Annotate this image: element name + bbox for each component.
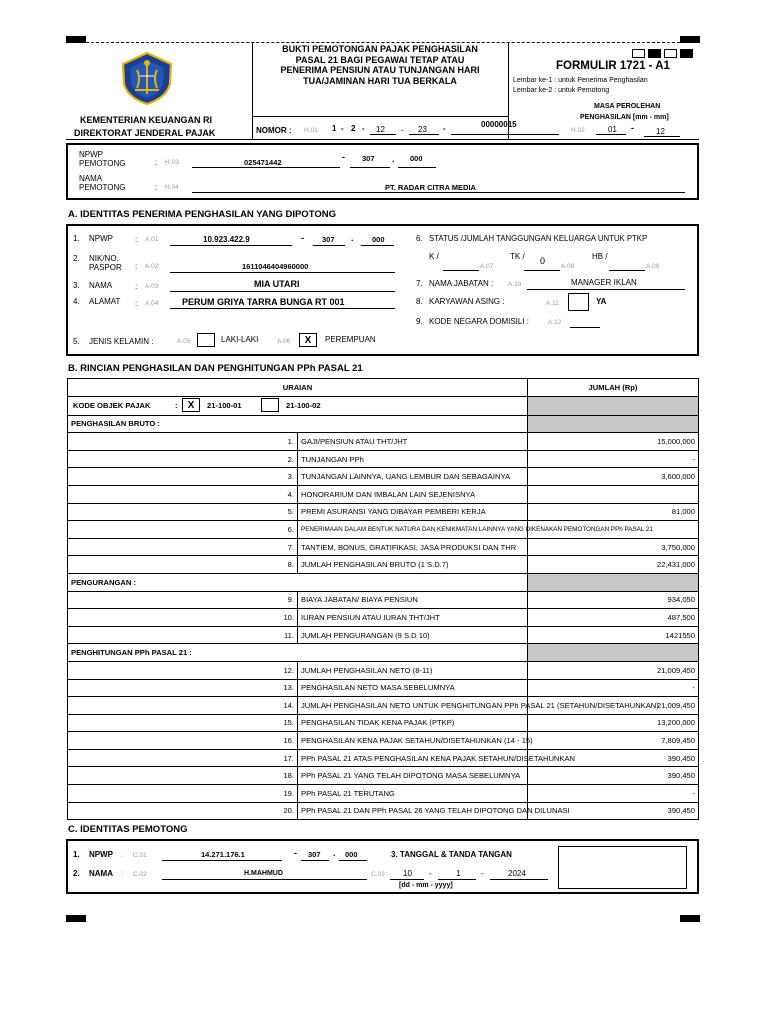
income-detail-table	[67, 378, 699, 820]
row-label: HONORARIUM DAN IMBALAN LAIN SEJENISNYA	[298, 485, 528, 503]
row-number: 12.	[68, 661, 298, 679]
corner-marker-bottom-right	[680, 915, 700, 922]
a-negara-code: A.12	[548, 319, 562, 326]
a-asing-label: KARYAWAN ASING :	[429, 297, 505, 306]
table-row	[68, 661, 699, 679]
directorate-name: DIREKTORAT JENDERAL PAJAK	[74, 128, 216, 138]
corner-marker-bottom-left	[66, 915, 86, 922]
a-tk-value: 0	[540, 256, 546, 266]
form-title-line-1: BUKTI PEMOTONGAN PAJAK PENGHASILAN	[282, 44, 478, 54]
table-row	[68, 556, 699, 574]
a-nik-colon: :	[135, 262, 138, 271]
kode-objek-row	[68, 396, 699, 415]
a-tk-label: TK /	[510, 252, 525, 261]
table-row	[68, 591, 699, 609]
a-alamat-label: ALAMAT	[89, 297, 121, 306]
c-nama-value: H.MAHMUD	[244, 870, 283, 877]
page-boxes	[632, 49, 693, 60]
ministry-name: KEMENTERIAN KEUANGAN RI	[80, 115, 213, 125]
row-amount: 7,809,450	[528, 732, 699, 750]
top-npwp-line-2	[350, 167, 390, 168]
form-title-line-2: PASAL 21 BAGI PEGAWAI TETAP ATAU	[295, 54, 465, 65]
period-to-line	[644, 136, 680, 137]
top-npwp-label: NPWP PEMOTONG	[79, 150, 126, 168]
table-row	[68, 714, 699, 732]
c-nama-label: NAMA	[89, 869, 113, 878]
row-label: PENGHASILAN TIDAK KENA PAJAK (PTKP)	[298, 714, 528, 732]
row-amount: -	[528, 679, 699, 697]
row-amount: 21,009,450	[528, 661, 699, 679]
section-b-title: B. RINCIAN PENGHASILAN DAN PENGHITUNGAN PPh PASAL 21	[68, 363, 363, 374]
signature-box[interactable]	[558, 846, 687, 889]
period-from-line	[596, 134, 626, 135]
table-header-row	[68, 379, 699, 397]
top-name-line	[192, 192, 685, 193]
nomor-sequence-line	[451, 134, 559, 135]
pengurangan-header-row	[68, 573, 699, 591]
row-label: PENERIMAAN DALAM BENTUK NATURA DAN KENIKMATAN LAINNYA YANG DIKENAKAN PEMOTONGAN PPh PASAL 21	[298, 521, 528, 539]
section-a-title: A. IDENTITAS PENERIMA PENGHASILAN YANG DIPOTONG	[68, 209, 336, 220]
nomor-year: 23	[418, 125, 427, 134]
top-name-code: H.04	[165, 184, 179, 191]
a-tk-code: A.08	[561, 263, 575, 270]
kode-21-100-01-label: 21-100-01	[207, 400, 242, 410]
penghitungan-header-shaded	[528, 644, 699, 662]
row-label: BIAYA JABATAN/ BIAYA PENSIUN	[298, 591, 528, 609]
c-npwp-code: C.01	[133, 852, 147, 859]
withholder-name: PT. RADAR CITRA MEDIA	[385, 183, 476, 192]
a-asing-code: A.11	[546, 300, 559, 307]
kode-objek-label: KODE OBJEK PAJAK	[73, 400, 151, 410]
a-npwp-label: NPWP	[89, 234, 113, 243]
c-day-line	[390, 879, 424, 880]
c-npwp-dot: .	[333, 848, 336, 858]
row-amount: 1421550	[528, 626, 699, 644]
a-nama-code: A.03	[145, 283, 159, 290]
a-nama-line	[170, 291, 395, 292]
table-row	[68, 802, 699, 820]
a-male-label: LAKI-LAKI	[221, 335, 259, 344]
a-num-8: 8.	[416, 297, 423, 306]
a-npwp-line-1	[170, 245, 292, 246]
row-number: 17.	[68, 749, 298, 767]
a-alamat-value: PERUM GRIYA TARRA BUNGA RT 001	[182, 297, 345, 307]
top-npwp-code: H.03	[165, 159, 179, 166]
row-label: JUMLAH PENGHASILAN BRUTO (1 S.D.7)	[298, 556, 528, 574]
row-amount: 13,200,000	[528, 714, 699, 732]
period-from: 01	[608, 125, 617, 134]
c-npwp-part-2: 307	[308, 850, 321, 859]
a-npwp-code: A.01	[145, 236, 159, 243]
nomor-part-2: 2	[351, 124, 356, 133]
row-amount: 390,450	[528, 802, 699, 820]
a-num-5: 5.	[73, 337, 80, 346]
kode-21-100-01-checkbox[interactable]: X	[182, 398, 200, 412]
table-row	[68, 468, 699, 486]
row-label: GAJI/PENSIUN ATAU THT/JHT	[298, 433, 528, 451]
c-npwp-label: NPWP	[89, 850, 113, 859]
col-uraian-header: URAIAN	[68, 379, 528, 397]
row-number: 10.	[68, 609, 298, 627]
a-npwp-colon: :	[135, 235, 138, 244]
kode-21-100-02-label: 21-100-02	[286, 400, 321, 410]
row-number: 8.	[68, 556, 298, 574]
a-npwp-line-2	[313, 245, 345, 246]
header-title-underline	[252, 116, 508, 117]
c-npwp-part-3: 000	[345, 850, 358, 859]
a-num-7: 7.	[416, 279, 423, 288]
row-label: IURAN PENSIUN ATAU IURAN THT/JHT	[298, 609, 528, 627]
a-npwp-line-3	[361, 245, 394, 246]
a-nik-label: NIK/NO. PASPOR	[89, 254, 122, 272]
top-name-label: NAMA PEMOTONG	[79, 174, 126, 192]
row-amount: 934,050	[528, 591, 699, 609]
nomor-dot: .	[401, 124, 404, 133]
table-row	[68, 767, 699, 785]
penghitungan-header-row	[68, 644, 699, 662]
a-alamat-colon: :	[135, 299, 138, 308]
c-date-dash-2: -	[481, 869, 484, 878]
top-npwp-line-1	[192, 167, 340, 168]
row-amount: -	[528, 785, 699, 803]
a-tk-line	[524, 270, 560, 271]
table-row	[68, 450, 699, 468]
top-name-colon: :	[155, 183, 158, 192]
a-npwp-dot: .	[351, 233, 354, 243]
period-label-1: MASA PEROLEHAN	[594, 103, 661, 110]
bruto-header-row	[68, 415, 699, 433]
kode-objek-shaded	[528, 396, 699, 415]
a-num-9: 9.	[416, 317, 423, 326]
a-jabatan-code: A.10	[508, 281, 522, 288]
a-jabatan-value: MANAGER IKLAN	[571, 278, 637, 287]
top-npwp-part-3: 000	[410, 154, 423, 163]
nomor-dash-2: -	[362, 124, 365, 133]
a-jabatan-label: NAMA JABATAN :	[429, 279, 494, 288]
penghitungan-header: PENGHITUNGAN PPh PASAL 21 :	[68, 644, 528, 662]
c-date-code: C.03	[371, 871, 385, 878]
table-row	[68, 785, 699, 803]
a-nik-value: 1611046404960000	[242, 262, 309, 271]
row-number: 20.	[68, 802, 298, 820]
row-label: JUMLAH PENGURANGAN (9 S.D 10)	[298, 626, 528, 644]
row-number: 1.	[68, 433, 298, 451]
row-number: 14.	[68, 697, 298, 715]
row-label: PPh PASAL 21 TERUTANG	[298, 785, 528, 803]
c-nama-colon: :	[121, 869, 124, 878]
row-number: 2.	[68, 450, 298, 468]
c-npwp-line-1	[162, 860, 282, 861]
nomor-label: NOMOR :	[256, 126, 292, 135]
a-female-label: PEREMPUAN	[325, 335, 376, 344]
c-npwp-num: 1.	[73, 850, 80, 859]
row-amount: 390,450	[528, 767, 699, 785]
row-label: PREMI ASURANSI YANG DIBAYAR PEMBERI KERJA	[298, 503, 528, 521]
section-c-title: C. IDENTITAS PEMOTONG	[68, 824, 188, 835]
table-row	[68, 749, 699, 767]
male-checkbox[interactable]	[197, 333, 215, 347]
table-row	[68, 626, 699, 644]
table-row	[68, 679, 699, 697]
form-title-line-3: PENERIMA PENSIUN ATAU TUNJANGAN HARI	[280, 65, 480, 75]
table-row	[68, 538, 699, 556]
period-to: 12	[656, 127, 665, 136]
row-number: 13.	[68, 679, 298, 697]
a-k-code: A.07	[480, 263, 494, 270]
nomor-year-line	[409, 134, 439, 135]
row-number: 4.	[68, 485, 298, 503]
row-label: JUMLAH PENGHASILAN NETO (8-11)	[298, 661, 528, 679]
a-negara-label: KODE NEGARA DOMISILI :	[429, 317, 530, 326]
a-alamat-code: A.04	[145, 300, 159, 307]
a-nama-value: MIA UTARI	[254, 279, 300, 289]
nomor-dash-1: -	[341, 124, 344, 133]
row-amount: -	[528, 450, 699, 468]
sheet-2-note: Lembar ke-2 : untuk Pemotong	[513, 87, 610, 94]
c-sign-label: 3. TANGGAL & TANDA TANGAN	[391, 850, 512, 859]
row-label: TANTIEM, BONUS, GRATIFIKASI, JASA PRODUKSI DAN THR	[298, 538, 528, 556]
row-number: 5.	[68, 503, 298, 521]
pengurangan-header-shaded	[528, 573, 699, 591]
row-amount: 21,009,450	[528, 697, 699, 715]
top-npwp-colon: :	[155, 158, 158, 167]
a-nama-colon: :	[135, 282, 138, 291]
nomor-part-1: 1	[332, 124, 337, 133]
c-npwp-dash: -	[294, 848, 297, 858]
c-nama-num: 2.	[73, 869, 80, 878]
c-npwp-colon: :	[121, 850, 124, 859]
row-number: 18.	[68, 767, 298, 785]
a-status-label: STATUS /JUMLAH TANGGUNGAN KELUARGA UNTUK PTKP	[429, 234, 648, 243]
a-hb-line	[609, 270, 645, 271]
c-npwp-line-2	[301, 860, 329, 861]
c-month: 1	[456, 869, 461, 878]
row-label: TUNJANGAN PPh	[298, 450, 528, 468]
row-label: PENGHASILAN KENA PAJAK SETAHUN/DISETAHUNKAN (14 - 15)	[298, 732, 528, 750]
c-date-format: [dd - mm - yyyy]	[399, 882, 453, 889]
bruto-header-shaded	[528, 415, 699, 433]
c-npwp-line-3	[339, 860, 367, 861]
row-amount: 487,500	[528, 609, 699, 627]
table-row	[68, 433, 699, 451]
c-nama-code: C.02	[133, 871, 147, 878]
a-k-line	[443, 270, 479, 271]
c-year: 2024	[508, 869, 526, 878]
a-npwp-part-1: 10.923.422.9	[203, 235, 250, 244]
a-num-4: 4.	[73, 297, 80, 306]
kode-objek-colon: :	[175, 400, 178, 410]
row-number: 6.	[68, 521, 298, 539]
a-jabatan-line	[527, 289, 685, 290]
top-npwp-dot: .	[392, 154, 395, 164]
a-hb-label: HB /	[592, 252, 608, 261]
a-nama-label: NAMA	[89, 281, 113, 290]
nomor-month-line	[370, 134, 396, 135]
row-number: 9.	[68, 591, 298, 609]
row-amount: 3,600,000	[528, 468, 699, 486]
table-row	[68, 521, 699, 539]
nomor-sequence: 00000015	[481, 120, 517, 129]
form-title	[252, 44, 508, 86]
row-amount: 3,750,000	[528, 538, 699, 556]
row-label: JUMLAH PENGHASILAN NETO UNTUK PENGHITUNGAN PPh PASAL 21 (SETAHUN/DISETAHUNKAN)	[298, 697, 528, 715]
row-amount: 81,000	[528, 503, 699, 521]
a-num-1: 1.	[73, 234, 80, 243]
row-label: PENGHASILAN NETO MASA SEBELUMNYA	[298, 679, 528, 697]
period-dash: -	[631, 123, 634, 133]
col-jumlah-header: JUMLAH (Rp)	[528, 379, 699, 397]
nomor-dash-3: -	[443, 124, 446, 133]
female-checkbox[interactable]: X	[299, 333, 317, 347]
a-npwp-part-2: 307	[322, 235, 335, 244]
a-asing-ya: YA	[596, 297, 607, 306]
row-label: PPh PASAL 21 DAN PPh PASAL 26 YANG TELAH DIPOTONG DAN DILUNASI	[298, 802, 528, 820]
table-row	[68, 609, 699, 627]
row-amount: 15,000,000	[528, 433, 699, 451]
c-nama-line	[162, 879, 367, 880]
foreign-employee-checkbox[interactable]	[568, 293, 589, 311]
c-month-line	[438, 879, 476, 880]
a-k-label: K /	[429, 252, 439, 261]
c-day: 10	[403, 869, 412, 878]
period-code: H.02	[571, 127, 585, 134]
row-number: 7.	[68, 538, 298, 556]
c-npwp-part-1: 14.271.176.1	[201, 850, 245, 859]
table-row	[68, 503, 699, 521]
c-year-line	[490, 879, 548, 880]
top-npwp-line-3	[398, 167, 436, 168]
top-npwp-dash: -	[342, 152, 345, 162]
nomor-month: 12	[376, 125, 385, 134]
a-num-2: 2.	[73, 254, 80, 263]
row-label: PPh PASAL 21 YANG TELAH DIPOTONG MASA SEBELUMNYA	[298, 767, 528, 785]
period-label-2: PENGHASILAN [mm - mm]	[580, 114, 669, 121]
top-npwp-part-2: 307	[362, 154, 375, 163]
c-date-dash-1: -	[429, 869, 432, 878]
kemenkeu-logo	[116, 50, 178, 106]
row-number: 15.	[68, 714, 298, 732]
table-row	[68, 732, 699, 750]
form-code: FORMULIR 1721 - A1	[556, 60, 670, 72]
kode-objek-cell	[68, 396, 528, 415]
a-hb-code: A.09	[646, 263, 660, 270]
row-label: PPh PASAL 21 ATAS PENGHASILAN KENA PAJAK SETAHUN/DISETAHUNKAN	[298, 749, 528, 767]
a-gender-label: JENIS KELAMIN :	[89, 337, 154, 346]
row-amount: 390,450	[528, 749, 699, 767]
sheet-1-note: Lembar ke-1 : untuk Penerima Penghasilan	[513, 77, 648, 84]
a-num-3: 3.	[73, 281, 80, 290]
form-title-line-4: TUA/JAMINAN HARI TUA BERKALA	[303, 75, 457, 86]
row-number: 3.	[68, 468, 298, 486]
row-number: 16.	[68, 732, 298, 750]
row-number: 11.	[68, 626, 298, 644]
row-amount	[528, 485, 699, 503]
kode-21-100-02-checkbox[interactable]	[261, 398, 279, 412]
a-nik-code: A.02	[145, 263, 159, 270]
a-male-code: A.05	[177, 338, 191, 345]
nomor-code: H.01	[304, 127, 318, 134]
row-label: TUNJANGAN LAINNYA, UANG LEMBUR DAN SEBAGAINYA	[298, 468, 528, 486]
a-npwp-dash: -	[301, 233, 304, 243]
a-nik-line	[170, 272, 395, 273]
pengurangan-header: PENGURANGAN :	[68, 573, 528, 591]
row-amount: 22,431,000	[528, 556, 699, 574]
a-alamat-line	[170, 308, 395, 309]
a-npwp-part-3: 000	[372, 235, 385, 244]
table-row	[68, 485, 699, 503]
row-number: 19.	[68, 785, 298, 803]
table-row	[68, 697, 699, 715]
a-num-6: 6.	[416, 234, 423, 243]
bruto-header: PENGHASILAN BRUTO :	[68, 415, 528, 433]
a-negara-line	[570, 327, 600, 328]
a-female-code: A.06	[277, 338, 291, 345]
top-npwp-part-1: 025471442	[244, 158, 282, 167]
